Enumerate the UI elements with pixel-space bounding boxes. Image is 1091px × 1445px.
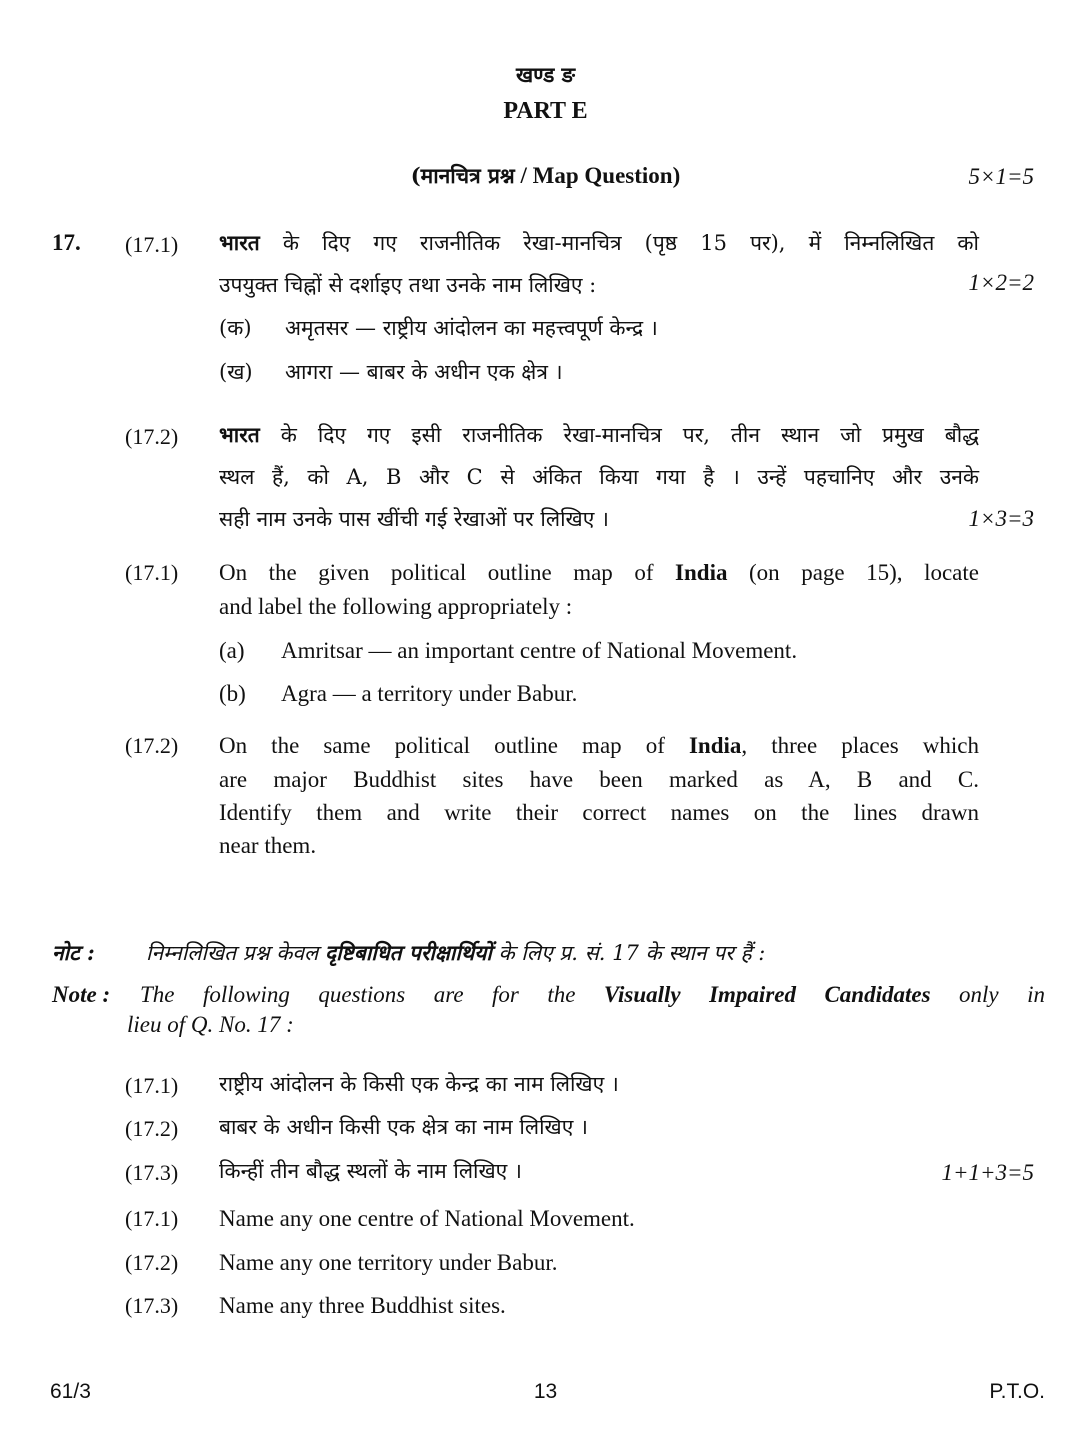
note-text-hindi: निम्नलिखित प्रश्न केवल दृष्टिबाधित परीक्षार्थियों के लिए प्र. सं. 17 के स्थान पर हैं : [146, 940, 766, 965]
vi-question-number: (17.1) [125, 1073, 179, 1098]
subquestion-text-line: are major Buddhist sites have been marked as A, B and C. [219, 767, 979, 792]
bold-term: India [675, 560, 728, 585]
section-subtitle: (मानचित्र प्रश्न / Map Question) [410, 163, 681, 188]
subquestion-text-line: near them. [219, 833, 317, 858]
vi-question-text: Name any three Buddhist sites. [219, 1293, 506, 1318]
section-title-hindi: खण्ड ङ [515, 62, 576, 87]
pto-label: P.T.O. [989, 1380, 1045, 1403]
subquestion-text-line: सही नाम उनके पास खींची गई रेखाओं पर लिखिए । [219, 507, 609, 531]
bold-term: भारत [219, 230, 260, 255]
marks-label: 1+1+3=5 [941, 1160, 1034, 1185]
option-label: (a) [219, 638, 245, 663]
subquestion-text-line: On the given political outline map of India (on page 15), locate [219, 560, 979, 585]
vi-question-text: किन्हीं तीन बौद्ध स्थलों के नाम लिखिए । [219, 1159, 522, 1183]
note-text: lieu of Q. No. 17 : [127, 1012, 294, 1037]
subquestion-number: (17.2) [125, 733, 179, 758]
option-label: (b) [219, 681, 246, 706]
section-title: PART E [503, 98, 588, 124]
vi-question-number: (17.1) [125, 1206, 179, 1231]
paper-code: 61/3 [50, 1380, 91, 1403]
bold-term: India [688, 733, 742, 758]
note-label-hindi: नोट : [52, 940, 95, 965]
subquestion-text-line: Identify them and write their correct names on the lines drawn [219, 800, 979, 825]
subquestion-text-line: भारत के दिए गए इसी राजनीतिक रेखा-मानचित्र पर, तीन स्थान जो प्रमुख बौद्ध [219, 422, 979, 447]
vi-question-number: (17.2) [125, 1250, 179, 1275]
option-text: आगरा — बाबर के अधीन एक क्षेत्र । [285, 360, 563, 384]
question-number: 17. [52, 230, 81, 255]
option-label: (ख) [219, 360, 253, 384]
subquestion-text-line: On the same political outline map of India, three places which [219, 733, 979, 758]
subquestion-text-line: स्थल हैं, को A, B और C से अंकित किया गया है । उन्हें पहचानिए और उनके [219, 465, 979, 489]
subquestion-text-line: उपयुक्त चिह्नों से दर्शाइए तथा उनके नाम लिखिए : [219, 273, 597, 297]
vi-question-text: Name any one centre of National Movement. [219, 1206, 635, 1231]
marks-label: 1×2=2 [968, 270, 1034, 295]
vi-question-text: Name any one territory under Babur. [219, 1250, 558, 1275]
subtitle-hindi: मानचित्र प्रश्न [420, 163, 515, 188]
bold-term: दृष्टिबाधित परीक्षार्थियों [324, 940, 492, 965]
vi-question-text: बाबर के अधीन किसी एक क्षेत्र का नाम लिखिए । [219, 1115, 588, 1139]
subquestion-number: (17.2) [125, 424, 179, 449]
section-marks: 5×1=5 [968, 164, 1034, 189]
vi-question-text: राष्ट्रीय आंदोलन के किसी एक केन्द्र का नाम लिखिए । [219, 1072, 619, 1096]
bold-term: भारत [219, 422, 260, 447]
vi-question-number: (17.3) [125, 1293, 179, 1318]
subquestion-number: (17.1) [125, 560, 179, 585]
page-number: 13 [533, 1380, 558, 1403]
option-text: Amritsar — an important centre of National Movement. [281, 638, 798, 663]
vi-question-number: (17.2) [125, 1116, 179, 1141]
bold-term: Visually Impaired Candidates [603, 982, 931, 1007]
option-text: Agra — a territory under Babur. [281, 681, 578, 706]
option-label: (क) [219, 316, 252, 340]
note-text: The following questions are for the Visually Impaired Candidates only in [140, 982, 1045, 1007]
marks-label: 1×3=3 [968, 506, 1034, 531]
note-label: Note : [52, 982, 111, 1007]
subquestion-number: (17.1) [125, 232, 179, 257]
subquestion-text-line: भारत के दिए गए राजनीतिक रेखा-मानचित्र (पृष्ठ 15 पर), में निम्नलिखित को [219, 230, 979, 255]
option-text: अमृतसर — राष्ट्रीय आंदोलन का महत्त्वपूर्ण केन्द्र । [285, 316, 658, 340]
subquestion-text-line: and label the following appropriately : [219, 594, 573, 619]
vi-question-number: (17.3) [125, 1160, 179, 1185]
subtitle-english: Map Question [532, 163, 673, 188]
